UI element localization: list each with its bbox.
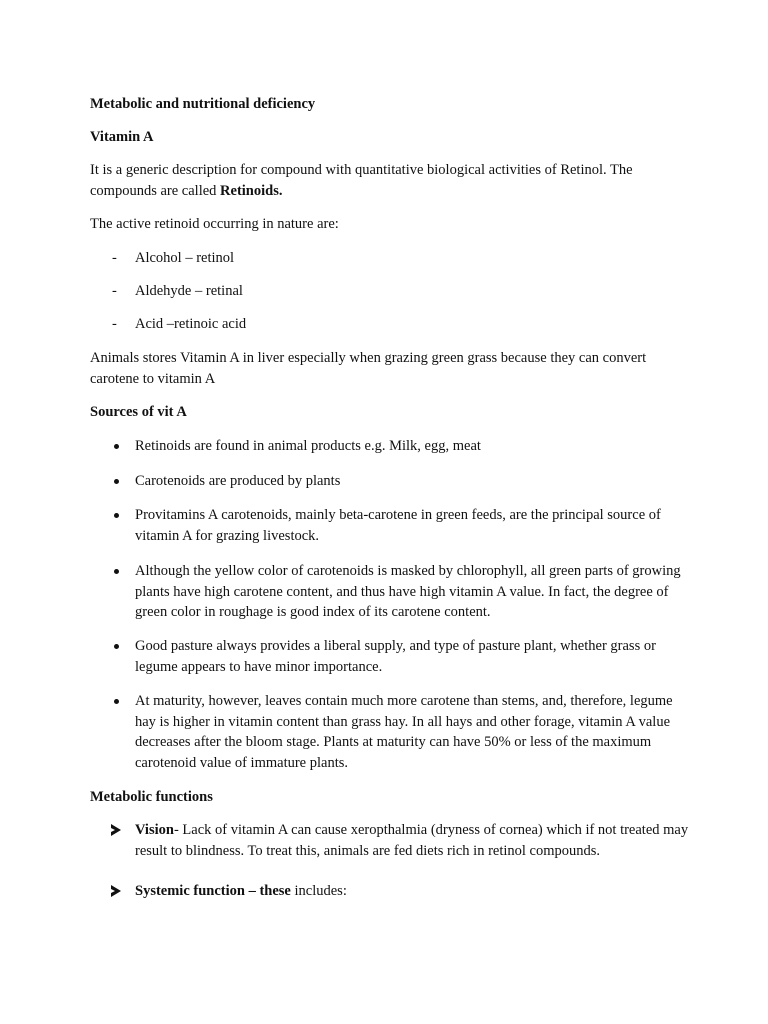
item-body: - Lack of vitamin A can cause xeropthalmia (dryness of cornea) which if not treated may result to blindness. To treat this, animals are fed diets rich in retinol compounds. bbox=[135, 822, 689, 859]
bullet-icon bbox=[114, 699, 119, 704]
intro-bold-term: Retinoids. bbox=[220, 182, 283, 199]
list-item-text: Acid –retinoic acid bbox=[135, 316, 247, 332]
vitamin-a-intro bbox=[90, 160, 690, 201]
arrow-bullet-icon bbox=[111, 885, 121, 897]
list-item-text: Carotenoids are produced by plants bbox=[135, 473, 341, 489]
active-retinoid-intro: The active retinoid occurring in nature are: bbox=[90, 216, 339, 232]
list-item-text bbox=[135, 881, 695, 902]
item-bold-label: Vision bbox=[135, 822, 174, 838]
list-item-text: Although the yellow color of carotenoids is masked by chlorophyll, all green parts of growing plants have high carotene content, and thus have high vitamin A value. In fact, the degree of green color in roughage is good index of its carotene content. bbox=[135, 563, 681, 620]
intro-text: It is a generic description for compound with quantitative biological activities of Retinol. The compounds are called bbox=[90, 162, 633, 199]
item-body: includes: bbox=[294, 883, 347, 899]
storage-paragraph: Animals stores Vitamin A in liver especially when grazing green grass because they can convert carotene to vitamin A bbox=[90, 350, 647, 387]
list-item-text: Provitamins A carotenoids, mainly beta-carotene in green feeds, are the principal source of vitamin A for grazing livestock. bbox=[135, 507, 661, 544]
bullet-icon bbox=[114, 444, 119, 449]
bullet-icon bbox=[114, 569, 119, 574]
list-item-text bbox=[135, 820, 695, 861]
dash-marker: - bbox=[112, 250, 117, 266]
bullet-icon bbox=[114, 513, 119, 518]
bullet-icon bbox=[114, 479, 119, 484]
list-item-text: Good pasture always provides a liberal supply, and type of pasture plant, whether grass or legume appears to have minor importance. bbox=[135, 638, 656, 675]
arrow-bullet-icon bbox=[111, 824, 121, 836]
list-item-text: Retinoids are found in animal products e.g. Milk, egg, meat bbox=[135, 438, 481, 454]
dash-marker: - bbox=[112, 283, 117, 299]
dash-marker: - bbox=[112, 316, 117, 332]
sources-heading: Sources of vit A bbox=[90, 404, 187, 420]
metabolic-heading: Metabolic functions bbox=[90, 789, 213, 805]
item-bold-label: Systemic function – these bbox=[135, 883, 295, 899]
bullet-icon bbox=[114, 644, 119, 649]
list-item-text: Alcohol – retinol bbox=[135, 250, 235, 266]
vitamin-a-heading: Vitamin A bbox=[90, 129, 154, 145]
list-item-text: Aldehyde – retinal bbox=[135, 283, 243, 299]
document-title: Metabolic and nutritional deficiency bbox=[90, 96, 316, 112]
list-item-text: At maturity, however, leaves contain much more carotene than stems, and, therefore, legume hay is higher in vitamin content than grass hay. In all hays and other forage, vitamin A value decreases after the bloom stage. Plants at maturity can have 50% or less of the maximum carotenoid value of immature plants. bbox=[135, 693, 673, 771]
